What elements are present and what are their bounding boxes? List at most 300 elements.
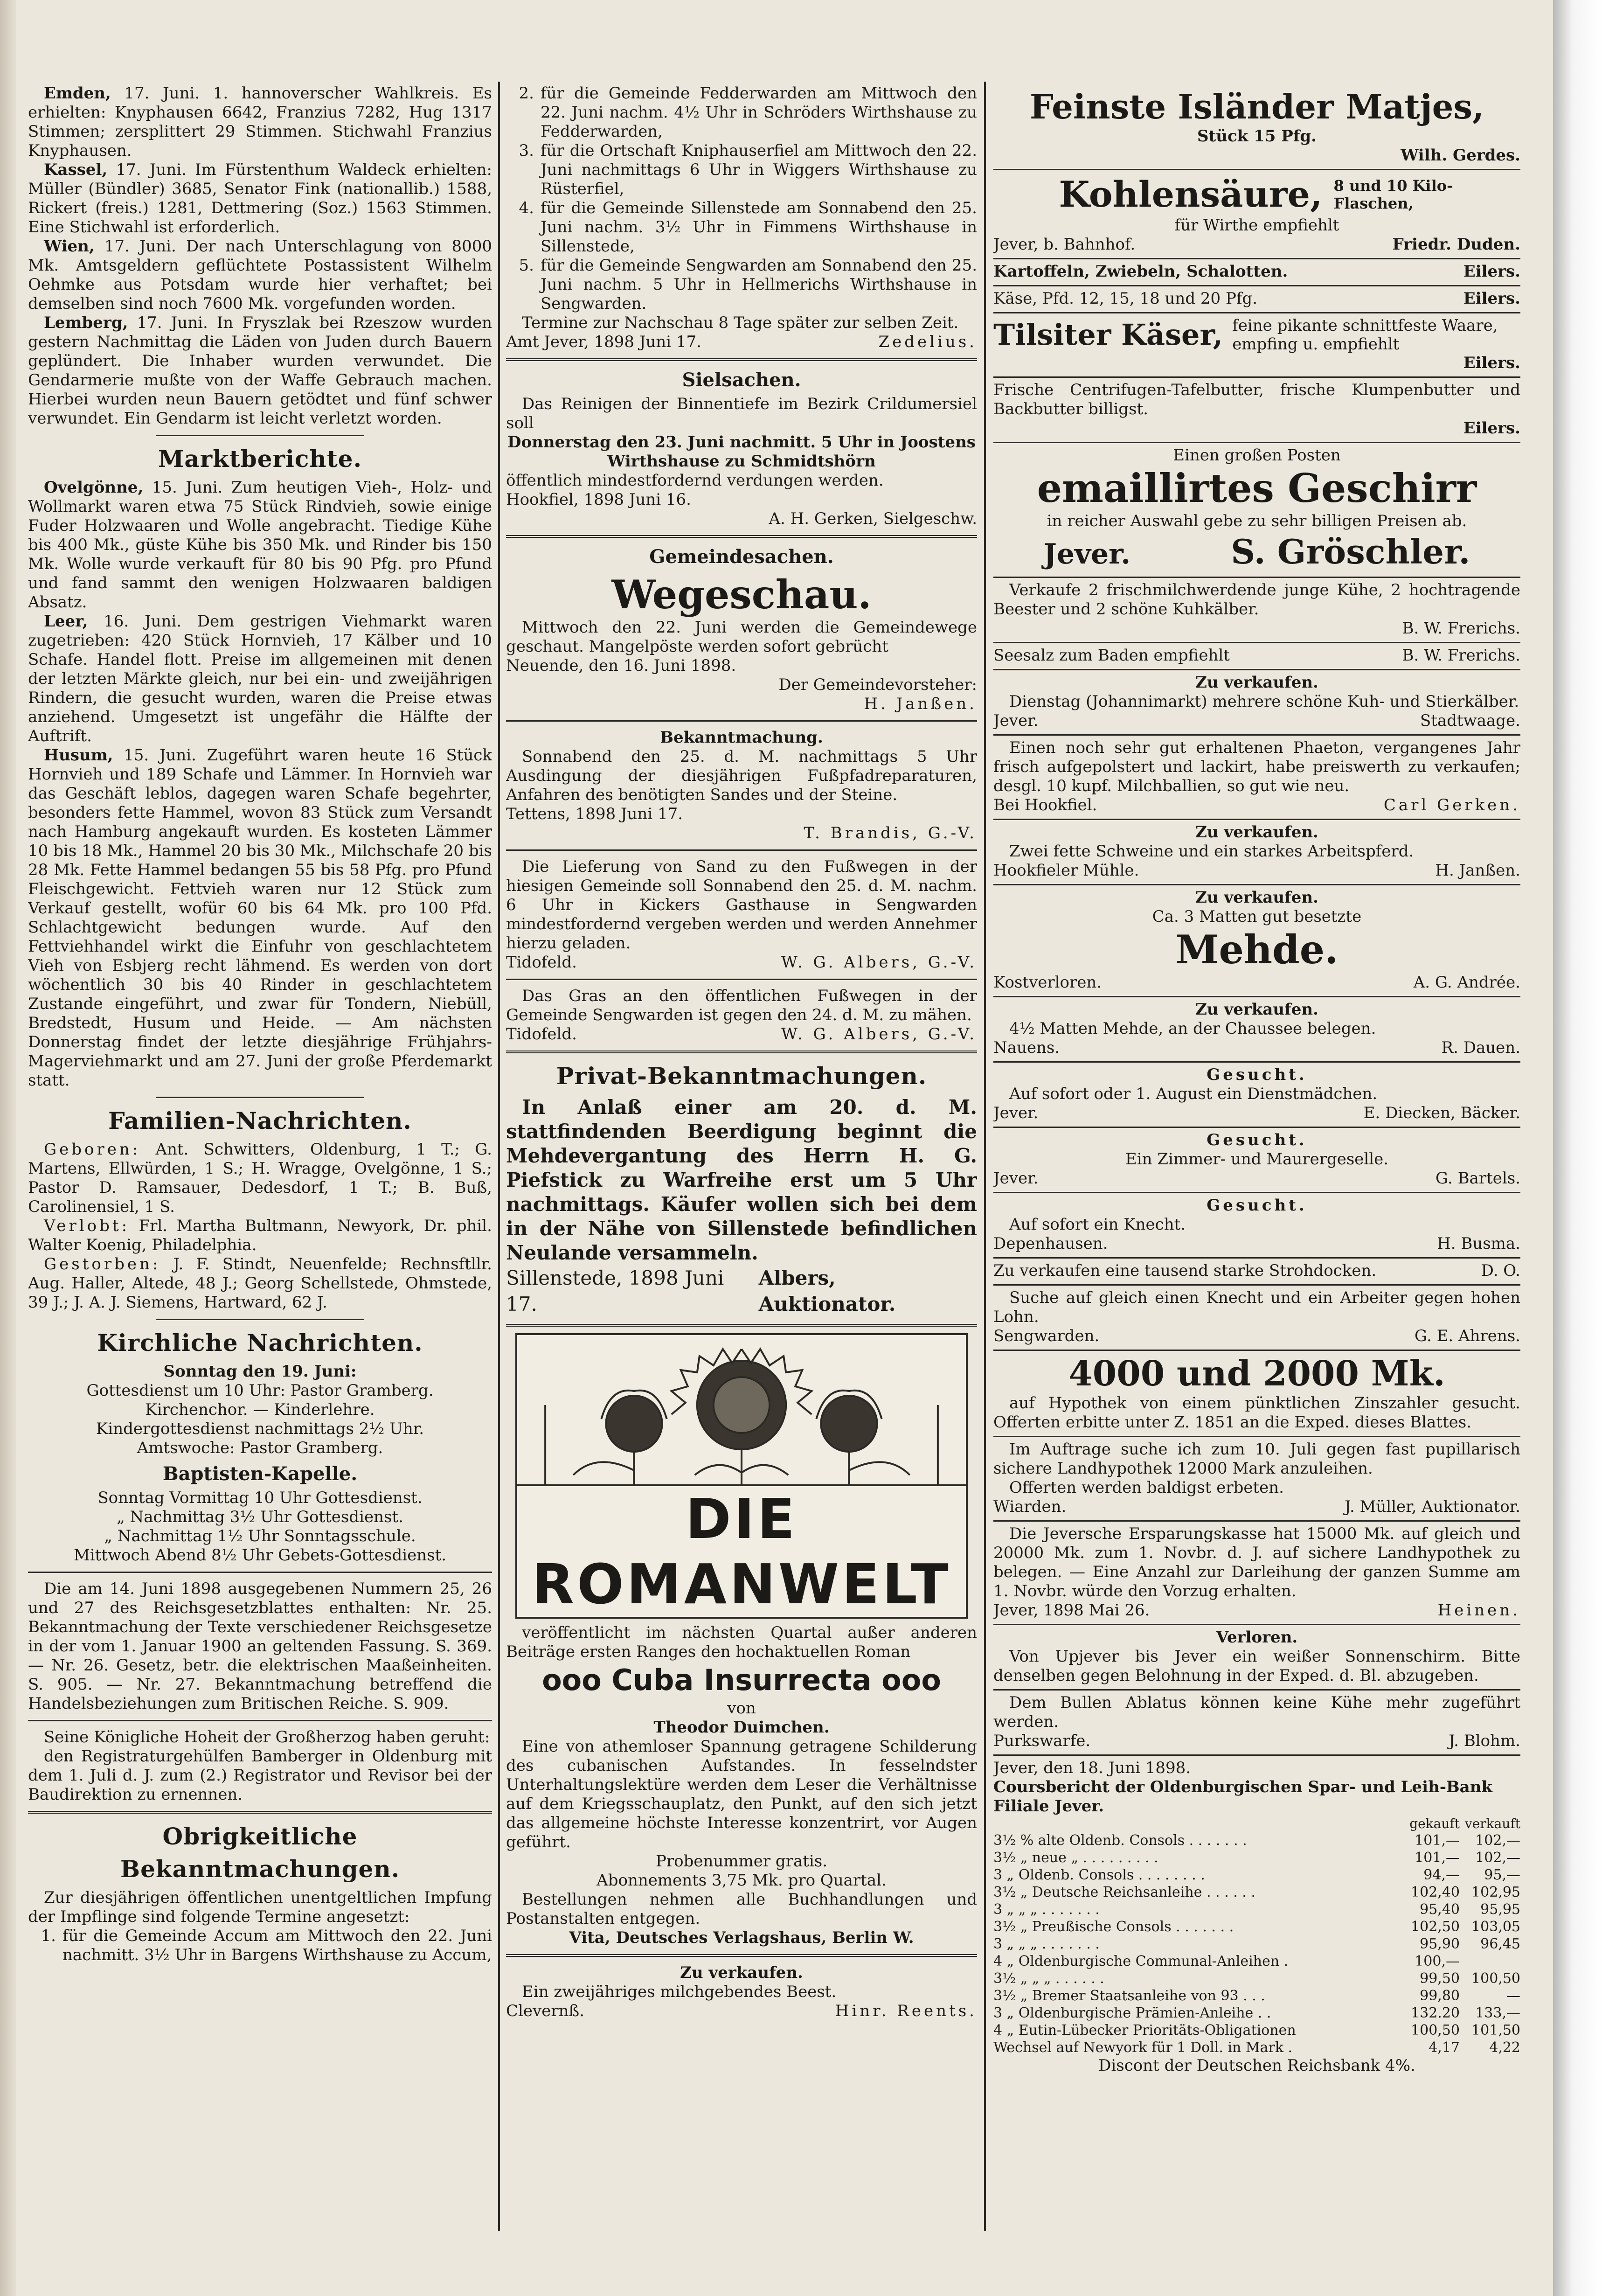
mehde-place: Kostverloren. [993,973,1102,992]
ges3-text: Auf sofort ein Knecht. [1009,1215,1186,1234]
kurs-bought: 100,50 [1411,2022,1460,2039]
kurs-name: 3½ % alte Oldenb. Consols . . . . . . . [993,1832,1247,1849]
divider [156,1319,365,1320]
zv1-signature [993,711,1520,731]
ad-verloren [993,1625,1520,1691]
kurs-table [993,1832,1520,2056]
impf-item-text: für die Ortschaft Kniphauserfiel am Mittwoch den 22. Juni nachmittags 6 Uhr in Wiggers Wirthshause zu Rüsterfiel, [541,141,977,198]
ad-butter [993,378,1520,443]
phaeton-text: Einen noch sehr gut erhaltenen Phaeton, vergangenes Jahr frisch aufgepolstert und lackirt, habe preiswerth zu verkaufen; desgl. 10 kupf. Milchballien, so gut wie neu. [993,738,1520,795]
kurs-name: 3½ „ Preußische Consols . . . . . . . [993,1919,1234,1935]
impf-item-number: 5. [519,256,534,275]
kaese-sign: Eilers. [1463,289,1520,308]
kurs-sold: 100,50 [1471,1970,1520,1987]
kartoffeln-sign: Eilers. [1463,262,1520,281]
kurs-title: Coursbericht der Oldenburgischen Spar- und Leih-Bank Filiale Jever. [993,1778,1492,1816]
ges1-text: Auf sofort oder 1. August ein Dienstmädchen. [1009,1085,1378,1103]
impf-item-text: für die Gemeinde Accum am Mittwoch den 22. Juni nachmitt. 3½ Uhr in Bargens Wirthshause zu Accum, [62,1927,492,1964]
impf-item-text: für die Gemeinde Sillenstede am Sonnabend den 25. Juni nachm. 3½ Uhr in Fimmens Wirthshause in Sillenstede, [541,199,977,256]
kurs-row [993,1901,1520,1918]
familien-label: Gestorben: [44,1255,161,1273]
news-item-text: 17. Juni. 1. hannoverscher Wahlkreis. Es erhielten: Knyphausen 6642, Franzius 7282, Hug 1317 Stimmen; zersplittert 29 Stimmen. Stichwahl Franzius Knyphausen. [28,84,492,160]
kurs-sold: 102,95 [1471,1884,1520,1900]
markt-item [28,612,492,746]
kurs-bought: 101,— [1415,1832,1460,1849]
knecht-place: Sengwarden. [993,1327,1100,1345]
kurs-bought: 99,50 [1420,1970,1460,1987]
kurs-row [993,1849,1520,1866]
ad-knecht [993,1286,1520,1351]
romanwelt-title: DIE ROMANWELT [515,1486,968,1619]
gemeinde-heading: Gemeindesachen. [649,546,834,568]
ad-bullen [993,1691,1520,1756]
kurs-name: 3½ „ „ „ . . . . . . [993,1970,1104,1987]
knecht-signature [993,1327,1520,1346]
impf-item-number: 3. [519,141,534,160]
impf-item-text: für die Gemeinde Fedderwarden am Mittwoch den 22. Juni nachm. 4½ Uhr in Schröders Wirthshause zu Fedderwarden, [541,84,977,141]
zv3-heading: Zu verkaufen. [1195,888,1318,907]
phaeton-place: Bei Hookfiel. [993,796,1097,814]
impf-item-number: 4. [519,199,534,217]
romanwelt-text: veröffentlicht im nächsten Quartal außer anderen Beiträge ersten Ranges den hochaktuellen Roman [506,1623,977,1661]
privat-signature [506,1265,977,1317]
kurs-name: Wechsel auf Newyork für 1 Doll. in Mark . [993,2039,1293,2056]
romanwelt-verlag: Vita, Deutsches Verlagshaus, Berlin W. [569,1928,914,1947]
kohlen-text: für Wirthe empfiehlt [1174,216,1339,235]
sand-signature [506,953,977,972]
kurs-date: Jever, den 18. Juni 1898. [993,1759,1191,1777]
matjes-price: Stück 15 Pfg. [1197,127,1317,146]
news-item-place: Wien, [44,237,95,256]
divider [28,1720,492,1721]
verkauf-sign: Hinr. Reents. [835,2002,977,2020]
markt-item [28,478,492,612]
ges1-place: Jever. [993,1104,1039,1122]
markt-item-text: 15. Juni. Zum heutigen Vieh-, Holz- und Wollmarkt waren etwa 75 Stück Rindvieh, sowie einige Fuder Holzwaaren und Wolle angebracht. Tiedige Kühe bis 400 Mk., güste Kühe bis 350 Mk. und Rinder bis 150 Mk. Wolle wurde verkauft für 80 bis 90 Pfg. pro Pfund und fand sammt den wenigen Holzwaaren baldigen Absatz. [28,478,492,612]
markt-item-place: Leer, [44,612,88,631]
knecht-sign: G. E. Ahrens. [1415,1327,1520,1345]
kurs-head-sold: verkauft [1464,1816,1520,1831]
mark-title: 4000 und 2000 Mk. [1068,1354,1445,1394]
kohlen-signature [993,235,1520,254]
romanwelt-bestell: Bestellungen nehmen alle Buchhandlungen und Postanstalten entgegen. [506,1890,977,1928]
kurs-row [993,1866,1520,1884]
emaill-text: in reicher Auswahl gebe zu sehr billigen Preisen ab. [1047,512,1467,530]
divider [156,1097,365,1098]
divider [506,535,977,538]
sand-sign: W. G. Albers, G.-V. [781,953,977,972]
column-divider-1 [498,82,500,2231]
kurs-sold: 103,05 [1471,1919,1520,1935]
zv4-text: 4½ Matten Mehde, an der Chaussee belegen. [1009,1019,1376,1038]
kurs-header [993,1816,1520,1832]
scanner-margin [1553,0,1602,2296]
markt-item-place: Husum, [44,746,113,765]
kurs-row [993,2004,1520,2022]
zv1-heading: Zu verkaufen. [1195,673,1318,692]
zv2-text: Zwei fette Schweine und ein starkes Arbeitspferd. [1009,842,1414,861]
siel-text: Das Reinigen der Binnentiefe im Bezirk Crildumersiel soll [506,395,977,432]
impf-item [506,84,977,141]
kurs-bought: 100,— [1415,1953,1460,1969]
siel-heading: Sielsachen. [682,369,801,391]
obrig-intro: Zur diesjährigen öffentlichen unentgeltlichen Impfung der Impflinge sind folgende Termine angesetzt: [28,1888,492,1926]
auftrag-signature [993,1497,1520,1517]
kurs-row [993,1918,1520,1935]
kurs-bought: 132.20 [1411,2005,1460,2021]
spar-text: Die Jeversche Ersparungskasse hat 15000 Mk. auf gleich und 20000 Mk. zum 1. Novbr. d. J. auf sichere Landhypothek zu belegen. — Eine Anzahl zur Darleihung der ganzen Summe am 1. Novbr. würde den Vorzug erhalten. [993,1524,1520,1600]
sand-text: Die Lieferung von Sand zu den Fußwegen in der hiesigen Gemeinde soll Sonnabend den 25. d. M. nachm. 6 Uhr in Kickers Gasthause in Sengwarden mindestfordernd vergeben werden und werden Annehmer hierzu geladen. [506,857,977,953]
siel-text2: öffentlich mindestfordernd verdungen werden. [506,471,884,490]
reichsgesetz-text: Die am 14. Juni 1898 ausgegebenen Nummern 25, 26 und 27 des Reichsgesetzblattes enthalten: Nr. 25. Bekanntmachung der Texte verschiedener Reichsgesetze in der vom 1. Januar 1900 an geltenden Fassung. S. 369. — Nr. 26. Gesetz, betr. die elektrischen Maaßeinheiten. S. 905. — Nr. 27. Bekanntmachung betreffend die Handelsbeziehungen zum Britischen Reiche. S. 909. [28,1579,492,1713]
markt-heading: Marktberichte. [158,445,362,473]
ad-zu-verkaufen-4 [993,997,1520,1063]
divider [506,979,977,980]
impf-item-number: 1. [41,1927,56,1945]
familien-text: J. F. Stindt, Neuenfelde; Rechnsftllr. Aug. Haller, Altede, 48 J.; Georg Schellstede, Ohmstede, 39 J.; J. A. J. Siemens, Hartward, 62 J. [28,1255,492,1312]
ad-mehde [993,885,1520,997]
privat-heading: Privat-Bekanntmachungen. [556,1062,927,1090]
kurs-sold: 4,22 [1489,2039,1520,2056]
news-item-text: 17. Juni. In Fryszlak bei Rzeszow wurden gestern Nachmittag die Läden von Juden durch Bauern geplündert. Die Inhaber wurden verwundet. Die Gendarmerie mußte von der Waffe Gebrauch machen. Hierbei wurden neun Bauern getödtet und fünf schwer verwundet. Ein Gendarm ist leicht verletzt worden. [28,313,492,428]
wegeschau-text: Mittwoch den 22. Juni werden die Gemeindewege geschaut. Mangelpöste werden sofort gebrücht [506,618,977,656]
kurs-name: 3 „ Oldenb. Consols . . . . . . . . [993,1867,1205,1883]
baptisten-line: Mittwoch Abend 8½ Uhr Gebets-Gottesdienst. [73,1546,447,1565]
baptisten-line: Sonntag Vormittag 10 Uhr Gottesdienst. [97,1489,423,1507]
seesalz-sign: B. W. Frerichs. [1402,646,1520,665]
baptisten-heading: Baptisten-Kapelle. [162,1463,358,1485]
spar-signature [993,1601,1520,1620]
impf-item-number: 2. [519,84,534,103]
kurs-row [993,2039,1520,2056]
impf-item [28,1927,492,1965]
gras-sign: W. G. Albers, G.-V. [781,1025,977,1044]
impf-note: Termine zur Nachschau 8 Tage später zur selben Zeit. [522,313,959,332]
familien-item [28,1140,492,1217]
kirche-line: Kindergottesdienst nachmittags 2½ Uhr. [96,1419,424,1438]
markt-item-text: 15. Juni. Zugeführt waren heute 16 Stück Hornvieh und 189 Schafe und Lämmer. In Hornvieh war das Geschäft leblos, dagegen waren Schafe begehrter, besonders fette Hammel, wovon 83 Stück zum Versandt nach Hamburg angekauft wurden. Es kosteten Lämmer 10 bis 18 Mk., Hammel 20 bis 30 Mk., Milchschafe 20 bis 28 Mk. Fette Hammel bedangen 55 bis 58 Pfg. pro Pfund Fleischgewicht. Fettvieh waren nur 12 Stück zum Verkauf gestellt, wofür 60 bis 64 Mk. pro 100 Pfd. Schlachtgewicht bedungen wurde. Auf den Fettviehhandel wirkt die Einfuhr von geschlachtetem Vieh von Esbjerg recht lähmend. Es werden von dort wöchentlich 30 bis 40 Rinder in geschlachtetem Zustande eingeführt, und zwar für Tondern, Niebüll, Bredstedt, Husum und Heide. — Am nächsten Donnerstag findet der letzte diesjährige Frühjahrs-Magerviehmarkt und am 27. Juni der große Pferdemarkt statt. [28,746,492,1090]
kurs-bought: 94,— [1423,1867,1460,1883]
zv2-sign: H. Janßen. [1435,861,1520,880]
divider [506,720,977,722]
bekannt-sign: T. Brandis, G.-V. [804,824,977,842]
bullen-sign: J. Blohm. [1449,1732,1520,1750]
kurs-name: 3 „ „ „ . . . . . . . [993,1901,1100,1918]
romanwelt-novel: ooo Cuba Insurrecta ooo [542,1663,941,1697]
ad-matjes [993,84,1520,170]
bullen-place: Purkswarfe. [993,1732,1091,1750]
obrig-heading: Obrigkeitliche Bekanntmachungen. [120,1823,400,1883]
familien-label: Geboren: [44,1140,141,1159]
zv1-text: Dienstag (Johannimarkt) mehrere schöne Kuh- und Stierkälber. [1009,692,1519,711]
familien-label: Verlobt: [44,1217,130,1235]
kurs-row [993,1987,1520,2004]
news-item-place: Lemberg, [44,313,128,332]
verkauf-place: Clevernß. [506,2002,585,2020]
zv3-text: Ca. 3 Matten gut besetzte [1152,907,1362,926]
ad-kohlensaeure [993,170,1520,259]
emaill-sign: S. Gröschler. [1231,532,1470,571]
divider [156,435,365,436]
impf-sign-right: Zedelius. [878,333,977,351]
tilsiter-sign: Eilers. [1463,354,1520,372]
ges2-heading: Gesucht. [1207,1131,1307,1149]
kurs-name: 3 „ Oldenburgische Prämien-Anleihe . . [993,2005,1271,2021]
divider [28,1572,492,1573]
siel-sign: A. H. Gerken, Sielgeschw. [769,509,977,528]
zv2-heading: Zu verkaufen. [1195,823,1318,842]
ad-kaese [993,286,1520,313]
hoheit-line: Seine Königliche Hoheit der Großherzog haben geruht: [44,1728,490,1746]
kurs-row [993,2022,1520,2039]
kirche-line: Amtswoche: Pastor Gramberg. [137,1439,383,1457]
ges3-heading: Gesucht. [1207,1196,1307,1215]
seesalz-text: Seesalz zum Baden empfiehlt [993,646,1230,665]
zv1-place: Jever. [993,711,1039,730]
verkauf-signature [506,2002,977,2021]
sand-place: Tidofeld. [506,953,577,972]
ad-seesalz [993,643,1520,670]
impf-sign-left: Amt Jever, 1898 Juni 17. [506,333,701,351]
hoheit-notice [28,1728,492,1804]
kurs-name: 3½ „ Bremer Staatsanleihe von 93 . . . [993,1988,1265,2004]
familien-text: Frl. Martha Bultmann, Newyork, Dr. phil. Walter Koenig, Philadelphia. [28,1217,492,1254]
divider [506,849,977,851]
spar-sign: Heinen. [1437,1601,1520,1620]
column-divider-2 [984,82,986,2231]
wegeschau-sign: H. Janßen. [864,695,977,713]
tilsiter-row [993,316,1520,354]
siel-date: Hookfiel, 1898 Juni 16. [506,490,691,509]
kurs-row [993,1884,1520,1901]
ges2-text: Ein Zimmer- und Maurergeselle. [1125,1150,1389,1169]
auftrag-place: Wiarden. [993,1497,1067,1516]
divider [506,1324,977,1327]
emaill-place: Jever. [1043,538,1131,571]
page-left-edge [0,0,16,2296]
verloren-text: Von Upjever bis Jever ein weißer Sonnenschirm. Bitte denselben gegen Belohnung in der Exped. d. Bl. abzugeben. [993,1647,1520,1685]
kirche-line: Gottesdienst um 10 Uhr: Pastor Gramberg. [86,1381,434,1400]
kohlen-header [993,173,1520,216]
kurs-name: 3½ „ neue „ . . . . . . . . . [993,1850,1158,1866]
ad-kartoffeln [993,259,1520,286]
kohlen-title: Kohlensäure, [1059,174,1323,215]
news-item-place: Emden, [44,84,111,103]
kurs-sold: 133,— [1475,2005,1520,2021]
butter-sign: Eilers. [1463,419,1520,438]
bullen-text: Dem Bullen Ablatus können keine Kühe mehr zugeführt werden. [993,1693,1520,1731]
tilsiter-title: Tilsiter Käser, [993,318,1223,352]
markt-item [28,746,492,1090]
markt-list [28,478,492,1090]
stroh-text: Zu verkaufen eine tausend starke Strohdocken. [993,1261,1377,1280]
kurs-bought: 95,40 [1420,1901,1460,1918]
bullen-signature [993,1732,1520,1751]
impf-list [506,84,977,313]
kurs-bought: 102,50 [1411,1919,1460,1935]
kurs-name: 3½ „ Deutsche Reichsanleihe . . . . . . [993,1884,1255,1900]
news-item [28,84,492,160]
ad-gesucht-3 [993,1193,1520,1259]
kirche-heading: Kirchliche Nachrichten. [97,1329,423,1357]
baptisten-line: „ Nachmittag 1½ Uhr Sonntagsschule. [104,1527,416,1545]
ges1-sign: E. Diecken, Bäcker. [1363,1104,1520,1122]
ad-phaeton [993,736,1520,820]
kohlen-place: Jever, b. Bahnhof. [993,235,1136,254]
privat-date: Sillenstede, 1898 Juni 17. [506,1266,724,1315]
ad-zu-verkaufen-1 [993,670,1520,736]
kurs-sold: 96,45 [1480,1936,1520,1952]
ad-gesucht-2 [993,1128,1520,1193]
ges2-place: Jever. [993,1169,1039,1188]
divider [28,1811,492,1814]
matjes-title: Feinste Isländer Matjes, [1029,87,1484,126]
news-item [28,237,492,313]
news-item-place: Kassel, [44,160,108,179]
emaill-signature [993,531,1520,573]
wegeschau-role: Der Gemeindevorsteher: [778,675,977,694]
privat-sign: Albers, Auktionator. [758,1266,896,1315]
familien-heading: Familien-Nachrichten. [108,1107,412,1134]
zv4-heading: Zu verkaufen. [1195,1000,1318,1019]
kurs-row [993,1970,1520,1987]
zv2-place: Hookfieler Mühle. [993,861,1139,880]
kurs-sold: 95,— [1484,1867,1520,1883]
familien-item [28,1255,492,1312]
sunflower-icon [517,1335,966,1484]
phaeton-signature [993,796,1520,815]
romanwelt-probe: Probenummer gratis. [655,1852,828,1871]
kurs-bought: 95,90 [1420,1936,1460,1952]
column-1 [28,84,492,2235]
zv4-signature [993,1038,1520,1058]
auftrag-text: Im Auftrage suche ich zum 10. Juli gegen fast pupillarisch sichere Landhypothek 12000 Mark anzuleihen. [993,1440,1520,1478]
kurs-bought: 99,80 [1420,1988,1460,2004]
bekannt-text: Sonnabend den 25. d. M. nachmittags 5 Uhr Ausdingung der diesjährigen Fußpfadreparaturen, Anfahren des benötigten Sandes und der Steine. [506,747,977,804]
verkauf-heading: Zu verkaufen. [680,1963,803,1982]
auftrag-sign: J. Müller, Auktionator. [1344,1497,1520,1516]
romanwelt-von: von [727,1699,756,1718]
ges2-sign: G. Bartels. [1436,1169,1520,1188]
divider [506,1051,977,1053]
wegeschau-date: Neuende, den 16. Juni 1898. [506,656,736,675]
divider [506,358,977,361]
zv4-place: Nauens. [993,1038,1060,1057]
kurs-name: 4 „ Oldenburgische Communal-Anleihen . [993,1953,1289,1969]
kurs-sold: — [1506,1988,1520,2004]
impf-signature [506,333,977,352]
emaill-title: emaillirtes Geschirr [1037,465,1477,511]
kirche-list [28,1381,492,1458]
posten-line: Einen großen Posten [1173,446,1341,465]
familien-item [28,1217,492,1255]
kurs-sold [1460,1953,1520,1970]
column-2 [506,84,977,2235]
romanwelt-author: Theodor Duimchen. [653,1718,830,1737]
wegeschau-title: Wegeschau. [611,571,872,618]
ad-tilsiter [993,313,1520,378]
markt-item-text: 16. Juni. Dem gestrigen Viehmarkt waren zugetrieben: 420 Stück Hornvieh, 17 Kälber und 10 Schafe. Handel flott. Preise im allgemeinen mit denen der letzten Märkte gleich, nur bei ein- und zweijährigen Rindern, die gesucht wurden, waren die Preise etwas anziehend. Umgesetzt ist ungefähr die Hälfte der Auftrift. [28,612,492,745]
ges3-signature [993,1234,1520,1253]
ad-kuehe [993,578,1520,643]
phaeton-sign: Carl Gerken. [1383,796,1520,814]
verkauf-text: Ein zweijähriges milchgebendes Beest. [522,1983,837,2001]
markt-item-place: Ovelgönne, [44,478,144,497]
bekannt-heading: Bekanntmachung. [660,728,823,747]
privat-text: In Anlaß einer am 20. d. M. stattfindenden Beerdigung beginnt die Mehdevergantung des Herrn H. G. Piefstick zu Warfreihe erst um 5 Uhr nachmittags. Käufer wollen sich bei dem in der Nähe von Sillenstede befindlichen Neulande versammeln. [506,1096,977,1264]
mehde-signature [993,973,1520,992]
matjes-sign: Wilh. Gerdes. [1401,146,1520,165]
impf-item [506,141,977,199]
kurs-bought: 4,17 [1429,2039,1460,2056]
kurs-discount: Discont der Deutschen Reichsbank 4%. [1098,2056,1415,2075]
kuehe-sign: B. W. Frerichs. [1402,619,1520,638]
ges2-signature [993,1169,1520,1188]
kohlen-sub: 8 und 10 Kilo-Flaschen, [1333,177,1453,212]
zv2-signature [993,861,1520,880]
kurs-bought: 102,40 [1411,1884,1460,1900]
news-item [28,160,492,237]
ad-auftrag [993,1437,1520,1522]
news-list [28,84,492,428]
auftrag-text2: Offerten werden baldigst erbeten. [1009,1478,1284,1497]
kurs-name: 4 „ Eutin-Lübecker Prioritäts-Obligationen [993,2022,1296,2039]
divider [506,1954,977,1957]
kurs-sold: 101,50 [1471,2022,1520,2039]
tilsiter-text: feine pikante schnittfeste Waare, empfing u. empfiehlt [1232,316,1498,354]
hoheit-line: den Registraturgehülfen Bamberger in Oldenburg mit dem 1. Juli d. J. zum (2.) Registrator und Revisor bei der Baudirektion zu ernennen. [28,1747,492,1804]
ad-ersparungskasse [993,1522,1520,1625]
mark-text: auf Hypothek von einem pünktlichen Zinszahler gesucht. Offerten erbitte unter Z. 1851 an die Exped. dieses Blattes. [993,1394,1520,1432]
ges3-sign: H. Busma. [1437,1234,1520,1253]
news-item-text: 17. Juni. Im Fürstenthum Waldeck erhielten: Müller (Bündler) 3685, Senator Fink (nationallib.) 1588, Rickert (freis.) 1281, Dettmering (Soz.) 1563 Stimmen. Eine Stichwahl ist erforderlich. [28,160,492,237]
kurs-sold: 95,95 [1480,1901,1520,1918]
gras-place: Tidofeld. [506,1025,577,1044]
kohlen-sign: Friedr. Duden. [1392,235,1520,254]
mehde-sign: A. G. Andrée. [1413,973,1520,992]
news-item-text: 17. Juni. Der nach Unterschlagung von 8000 Mk. Amtsgeldern geflüchtete Postassistent Wilhelm Oehmke aus Potsdam wurde hier verhaftet; bei demselben sind noch 7600 Mk. vorgefunden worden. [28,237,492,313]
bekannt-date: Tettens, 1898 Juni 17. [506,805,683,823]
ad-geschirr [993,443,1520,578]
gras-signature [506,1025,977,1044]
coursbericht [993,1756,1520,2079]
ad-zu-verkaufen-2 [993,820,1520,885]
kurs-sold: 102,— [1475,1850,1520,1866]
kartoffeln-text: Kartoffeln, Zwiebeln, Schalotten. [993,262,1288,281]
baptisten-line: „ Nachmittag 3½ Uhr Gottesdienst. [117,1508,403,1526]
zv4-sign: R. Dauen. [1441,1038,1520,1057]
impf-item [506,256,977,313]
ges1-signature [993,1104,1520,1123]
familien-text: Ant. Schwitters, Oldenburg, 1 T.; G. Martens, Ellwürden, 1 S.; H. Wragge, Ovelgönne, 1 S.; Pastor D. Ramsauer, Dedesdorf, 1 T.; B. Buß, Carolinensiel, 1 S. [28,1140,492,1216]
ad-gesucht-1 [993,1063,1520,1128]
ges3-place: Depenhausen. [993,1234,1108,1253]
verloren-heading: Verloren. [1216,1628,1298,1647]
ad-hypothek [993,1351,1520,1437]
kurs-name: 3 „ „ „ . . . . . . . [993,1936,1100,1952]
ges1-heading: Gesucht. [1207,1065,1307,1084]
kirche-sunday: Sonntag den 19. Juni: [163,1362,357,1381]
kaese-text: Käse, Pfd. 12, 15, 18 und 20 Pfg. [993,289,1257,308]
impf-item [506,199,977,256]
stroh-sign: D. O. [1481,1261,1520,1280]
kirche-line: Kirchenchor. — Kinderlehre. [145,1400,375,1419]
romanwelt-illustration [515,1333,968,1486]
siel-bold: Donnerstag den 23. Juni nachmitt. 5 Uhr in Joostens Wirthshause zu Schmidtshörn [507,433,976,471]
zv1-sign: Stadtwaage. [1420,711,1520,730]
ad-stroh [993,1259,1520,1286]
spar-date: Jever, 1898 Mai 26. [993,1601,1150,1620]
